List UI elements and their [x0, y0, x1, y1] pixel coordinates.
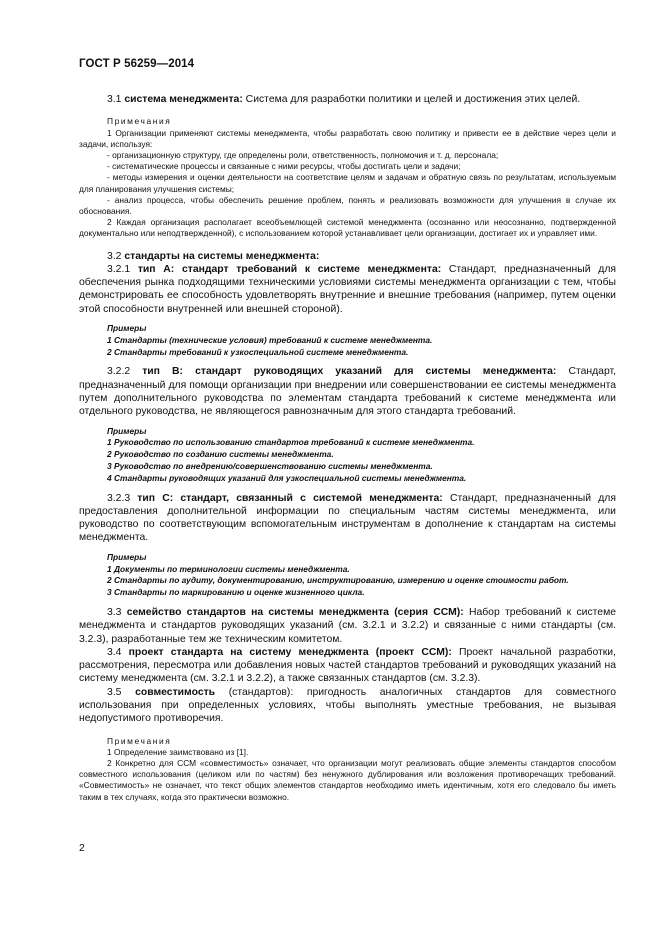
term-definition: Стандарт, предназначенный для предоставления дополнительной информации по специальным частям системы менеджмента, или руководство по соответствующим вспомогательным инструментам в дополнение к стандартам на системы менеджмента. [79, 492, 617, 544]
note-text: 2 Конкретно для ССМ «совместимость» означает, что организации могут реализовать общие элементы стандартов способом совместного использования (целиком или по частям) без ненужного дублирования или возложения противоречащих требований. «Совместимость» не означает, что текст общих элементов стандартов необходимо иметь идентичным, хотя его следовало бы иметь таким в тех случаях, когда это практически возможно. [79, 758, 616, 802]
term-definition: Набор требований к системе менеджмента и стандартов руководящих указаний (см. 3.2.1 и 3.2.2) и связанные с ними стандарты (см. 3.2.3), разработанные тем же техническим комитетом. [79, 606, 616, 645]
term-number: 3.2.2 [107, 366, 143, 378]
term-number: 3.3 [107, 606, 127, 618]
example-item: 3 Руководство по внедрению/совершенствованию системы менеджмента. [107, 460, 433, 471]
term-number: 3.2 [107, 250, 125, 262]
term-3-3 [79, 606, 616, 646]
example-item: 1 Руководство по использованию стандартов требований к системе менеджмента. [107, 437, 475, 448]
term-number: 3.2.3 [107, 492, 138, 504]
notes-heading: Примечания [107, 116, 172, 127]
term-number: 3.2.1 [107, 263, 138, 275]
example-item: 1 Документы по терминологии системы менеджмента. [107, 563, 350, 574]
term-number: 3.1 [107, 94, 125, 105]
note-text: 1 Определение заимствовано из [1]. [107, 746, 249, 757]
term-3-2-2 [79, 365, 616, 418]
note-bullet: - организационную структуру, где определены роли, ответственность, полномочия и т. д. персонала; [107, 149, 499, 160]
term-definition: (стандартов): пригодность аналогичных стандартов для совместного использования при определенных условиях, чтобы выполнять уместные требования, не вызывая недопустимого противоречия. [79, 686, 616, 725]
examples-heading: Примеры [107, 323, 147, 334]
term-3-2-3 [79, 492, 616, 545]
term-3-1 [79, 93, 616, 106]
page-number: 2 [79, 842, 85, 854]
term-title: тип С: стандарт, связанный с системой менеджмента: [137, 492, 443, 504]
term-title: тип А: стандарт требований к системе менеджмента: [137, 263, 442, 275]
note-text: 2 Каждая организация располагает всеобъемлющей системой менеджмента (осознанно или неосознанно, подтвержденной документально или неподтвержденной), с использованием которой устанавливает цели организации, достигает их и управляет ими. [79, 217, 616, 239]
term-3-5 [79, 686, 616, 726]
examples-heading: Примеры [107, 425, 147, 436]
example-item: 2 Стандарты требований к узкоспециальной системе менеджмента. [107, 346, 409, 357]
example-item: 2 Руководство по созданию системы менеджмента. [107, 449, 334, 460]
term-definition: Система для разработки политики и целей и достижения этих целей. [242, 94, 581, 105]
note-bullet: - анализ процесса, чтобы обеспечить решение проблем, понять и реализовать возможности для улучшения в случае их обоснования. [79, 194, 616, 216]
term-3-2-1 [79, 263, 616, 316]
notes-heading: Примечания [107, 735, 172, 746]
term-3-2 [79, 250, 616, 263]
term-title: система менеджмента: [124, 94, 243, 105]
term-definition: Проект начальной разработки, рассмотрения, пересмотра или добавления новых частей стандартов требований и руководящих указаний на систему менеджмента (см. 3.2.1 и 3.2.2), а также связанных стандартов (см. 3.2.3). [79, 646, 616, 685]
examples-heading: Примеры [107, 551, 147, 562]
example-item: 4 Стандарты руководящих указаний для узкоспециальной системы менеджмента. [107, 472, 467, 483]
example-item: 3 Стандарты по маркированию и оценке жизненного цикла. [107, 587, 365, 598]
document-code-header: ГОСТ Р 56259—2014 [79, 58, 195, 70]
term-title: тип В: стандарт руководящих указаний для системы менеджмента: [142, 366, 557, 378]
term-title: стандарты на системы менеджмента: [124, 250, 320, 262]
term-title: совместимость [135, 686, 216, 698]
term-title: семейство стандартов на системы менеджмента (серия ССМ): [126, 606, 464, 618]
example-item: 2 Стандарты по аудиту, документированию, инструктированию, измерению и оценке стоимости работ. [107, 575, 569, 586]
term-definition: Стандарт, предназначенный для обеспечения рынка подходящими техническими условиями системы менеджмента организации с тем, чтобы демонстрировать ее способность удовлетворять внутренние и внешние требования (например, путем оценки этой способности внутренней или внешней стороной). [79, 263, 617, 315]
term-number: 3.4 [107, 646, 129, 658]
note-text: 1 Организации применяют системы менеджмента, чтобы разработать свою политику и привести ее в действие через цели и задачи, используя: [79, 127, 616, 149]
term-definition: Стандарт, предназначенный для помощи организации при внедрении или совершенствовании ее системы менеджмента путем дополнительного руководства по элементам стандарта требований к системе менеджмента или отдельного руководства, не являющегося равнозначным для этого стандарта требований. [79, 366, 617, 418]
term-3-4 [79, 646, 616, 686]
example-item: 1 Стандарты (технические условия) требований к системе менеджмента. [107, 334, 433, 345]
document-body [79, 93, 616, 803]
term-number: 3.5 [107, 686, 136, 698]
note-bullet: - методы измерения и оценки деятельности на соответствие целям и задачам и обратную связь по результатам, используемым для планирования улучшения системы; [79, 172, 616, 194]
term-title: проект стандарта на систему менеджмента (проект ССМ): [128, 646, 452, 658]
note-bullet: - систематические процессы и связанные с ними ресурсы, чтобы достигать цели и задачи; [107, 161, 461, 172]
